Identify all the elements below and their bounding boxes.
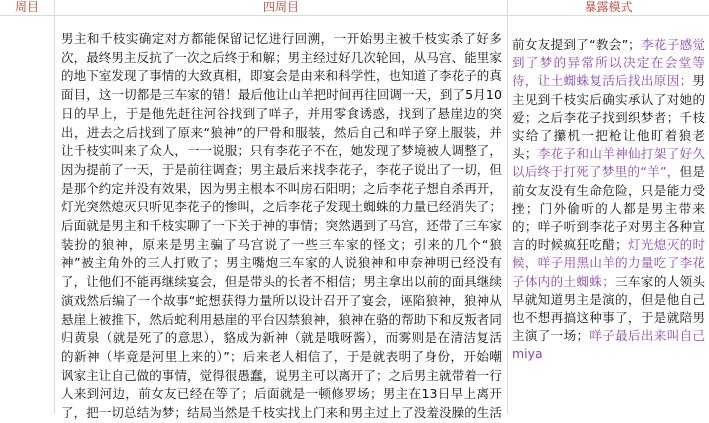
exposure-mode-column [508, 0, 709, 413]
exposure-mode-header[interactable]: 暴露模式 [508, 0, 709, 16]
side-segment: 三车家的人领头早就知道男主是演的，但是他自己也不想再搞这种事了，于是就陪男主演了一场； [512, 273, 705, 344]
week-cell[interactable] [0, 16, 54, 413]
side-segment-highlight: 李花子和山羊神仙打架了好久以后终于打死了梦里的“羊”， [512, 146, 705, 180]
side-segment-highlight: 灯光熄灭的时候，咩子用黑山羊的力量吃了李花子体内的土蜘蛛； [512, 237, 705, 289]
week-header[interactable]: 周目 [0, 0, 54, 16]
fourth-week-header[interactable]: 四周目 [55, 0, 507, 16]
side-segment-highlight: 李花子感觉到了梦的异常所以决定在会堂等待，让土蜘蛛复活后找出原因； [512, 37, 705, 89]
fourth-week-cell[interactable]: 男主和千枝实确定对方都能保留记忆进行回溯，一开始男主被千枝实杀了好多次，最终男主反抗了一次之后终于和解；男主经过好几次轮回，从马宫、能里家的地下室发现了事情的大致真相，即宴会是由来和科学性，也知道了李花子的真面目，这一切都是三车家的错！最后他让山羊把时间再往回调一天，到了5月10日的早上，于是他先赶往河谷找到了咩子，并用零食诱惑，找到了悬崖边的突出，进去之后找到了原来“狼神”的尸骨和服装，然后自己和咩子穿上服装，并让千枝实叫来了众人，一一说服；只有李花子不在，她发现了梦境被人调整了，因为提前了一天，于是前往调查；男主最后来找李花子，李花子说出了一切，但是那个约定并没有效果，因为男主根本不叫房石阳明；之后李花子想自杀再开，灯光突然熄灭只听见李花子的惨叫，之后李花子发现土蜘蛛的力量已经消失了；后面就是男主和千枝实聊了一下关于神的事情；突然遇到了马宫，还带了三车家装扮的狼神，原来是男主骗了马宫说了一些三车家的怪文；引来的几个“狼神”被主角外的三人打败了；男主嘴炮三车家的人说狼神和申奈神明已经没有了，让他们不能再继续宴会，但是带头的长者不相信；男主拿出以前的面具继续演戏然后编了一个故事“蛇想获得力量所以设计召开了宴会，诬陷狼神，狼神从悬崖上被推下，然后蛇利用悬崖的平台囚禁狼神，狼神在骆的帮助下和反叛者同归黄泉（就是死了的意思），貉成为新神（就是哦呀酱），而雾则是在清洁复活的新神（毕竟是河里上来的）”；后来老人相信了，于是就表明了身份，开始嘲讽家主让自己做的事情，觉得很愚蠢，说男主可以离开了；之后男主就带着一行人来到河边，前女友已经在等了；后面就是一顿修罗场；男主在13日早上离开了，把一切总结为梦；结局当然是千枝实找上门来和男主过上了没羞没臊的生活 [61, 31, 503, 421]
side-segment-highlight: 咩子最后出来叫自己miya [512, 328, 705, 362]
week-column [0, 0, 55, 413]
fourth-week-column [55, 0, 508, 421]
exposure-mode-cell[interactable] [508, 16, 709, 413]
side-segment: 男主见到千枝实后确实承认了对她的爱；之后李花子找到织梦者；千枝实给了攥机一把枪让他盯着狼老头； [512, 73, 705, 162]
side-segment: 但是前女友没有生命危险，只是能力受挫；门外偷听的人都是男主带来的；咩子听到李花子对男主各种宣言的时候疯狂吃醋； [512, 164, 705, 253]
side-segment: 前女友提到了“教会”； [512, 37, 641, 52]
